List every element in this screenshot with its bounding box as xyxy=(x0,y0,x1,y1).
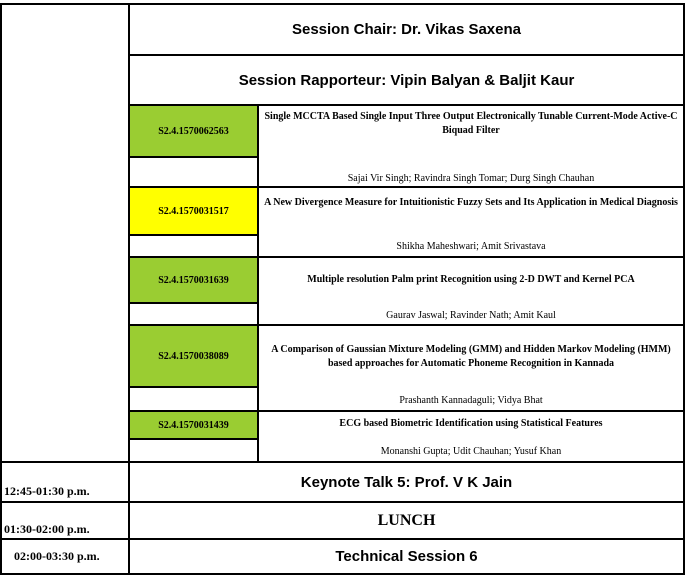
paper-title: A Comparison of Gaussian Mixture Modeling (GMM) and Hidden Markov Modeling (HMM) based approaches for Automatic Phoneme Recognition in Kannada xyxy=(271,344,671,369)
paper-authors: Sajai Vir Singh; Ravindra Singh Tomar; Durg Singh Chauhan xyxy=(347,172,595,184)
paper-title: A New Divergence Measure for Intuitionistic Fuzzy Sets and Its Application in Medical Diagnosis xyxy=(264,197,678,208)
paper-code: S2.4.1570031517 xyxy=(158,205,229,217)
session-chair: Session Chair: Dr. Vikas Saxena xyxy=(291,21,521,38)
paper-title: ECG based Biometric Identification using Statistical Features xyxy=(339,418,603,429)
paper-authors: Gaurav Jaswal; Ravinder Nath; Amit Kaul xyxy=(386,309,556,321)
paper-code: S2.4.1570038089 xyxy=(158,350,229,362)
paper-code: S2.4.1570031639 xyxy=(158,274,229,286)
time-cell-session xyxy=(0,3,130,463)
time-label: 12:45-01:30 p.m. xyxy=(4,483,90,498)
event-label: Technical Session 6 xyxy=(335,548,478,565)
paper-authors: Monanshi Gupta; Udit Chauhan; Yusuf Khan xyxy=(380,445,562,457)
paper-code-empty xyxy=(128,438,259,463)
time-label: 02:00-03:30 p.m. xyxy=(14,548,100,563)
paper-code: S2.4.1570062563 xyxy=(158,125,229,137)
paper-code-empty xyxy=(128,156,259,188)
time-label: 01:30-02:00 p.m. xyxy=(4,521,90,536)
paper-code: S2.4.1570031439 xyxy=(158,419,229,431)
paper-code-empty xyxy=(128,302,259,326)
paper-code-empty xyxy=(128,234,259,258)
paper-code-empty xyxy=(128,386,259,412)
paper-authors: Prashanth Kannadaguli; Vidya Bhat xyxy=(399,394,543,406)
session-rapporteur: Session Rapporteur: Vipin Balyan & Baljit Kaur xyxy=(238,71,575,89)
paper-title: Single MCCTA Based Single Input Three Output Electronically Tunable Current-Mode Active-C Biquad Filter xyxy=(264,111,678,136)
event-label: LUNCH xyxy=(377,511,436,529)
paper-authors: Shikha Maheshwari; Amit Srivastava xyxy=(396,240,546,252)
event-label: Keynote Talk 5: Prof. V K Jain xyxy=(300,473,513,491)
paper-title: Multiple resolution Palm print Recognition using 2-D DWT and Kernel PCA xyxy=(307,274,635,285)
